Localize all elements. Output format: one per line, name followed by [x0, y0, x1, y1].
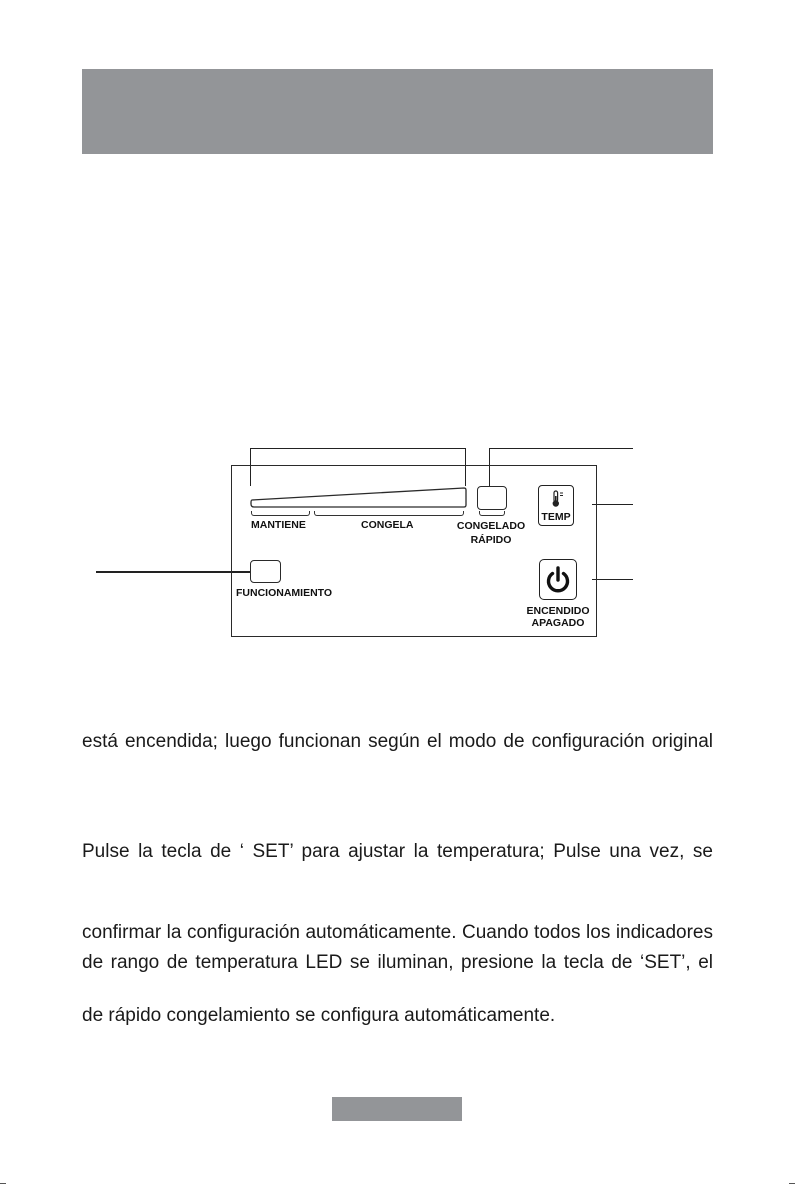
- thermometer-icon: [549, 490, 565, 508]
- temp-button[interactable]: [538, 485, 574, 526]
- power-label-line2: APAGADO: [531, 617, 585, 629]
- callout-power: [592, 579, 633, 580]
- paragraph-line: de rápido congelamiento se configura automáticamente.: [82, 1005, 556, 1026]
- funcionamiento-label: FUNCIONAMIENTO: [236, 587, 333, 599]
- congelado-underline: [479, 511, 505, 516]
- temp-label: TEMP: [541, 511, 571, 523]
- congelado-label-line2: RÁPIDO: [470, 534, 512, 546]
- congela-label: CONGELA: [361, 519, 414, 531]
- paragraph-line: confirmar la configuración automáticamente. Cuando todos los indicadores: [82, 922, 713, 943]
- mantiene-underline: [251, 511, 310, 516]
- temperature-range-bar: [249, 485, 469, 511]
- funcionamiento-led: [250, 560, 281, 583]
- callout-bracket-top: [250, 448, 466, 449]
- power-button[interactable]: [539, 559, 577, 600]
- paragraph-line: está encendida; luego funcionan según el modo de configuración original: [82, 731, 713, 752]
- mantiene-label: MANTIENE: [251, 519, 306, 531]
- power-label: [516, 605, 600, 629]
- footer-bar: [332, 1097, 462, 1121]
- crop-mark-left: [0, 1183, 6, 1184]
- crop-mark-right: [789, 1183, 795, 1184]
- quick-freeze-led: [477, 486, 507, 510]
- congela-underline: [314, 511, 464, 516]
- congelado-label-line1: CONGELADO: [456, 520, 526, 532]
- header-band: [82, 69, 713, 154]
- callout-temp: [592, 504, 633, 505]
- congelado-rapido-label: [451, 519, 531, 547]
- callout-funcionamiento: [96, 571, 251, 573]
- callout-quickfreeze-horizontal: [489, 448, 633, 449]
- paragraph-line: Pulse la tecla de ‘ SET’ para ajustar la temperatura; Pulse una vez, se: [82, 841, 713, 862]
- paragraph-line: de rango de temperatura LED se iluminan, presione la tecla de ‘SET’, el: [82, 952, 713, 973]
- power-icon: [544, 565, 572, 595]
- power-label-line1: ENCENDIDO: [526, 605, 590, 617]
